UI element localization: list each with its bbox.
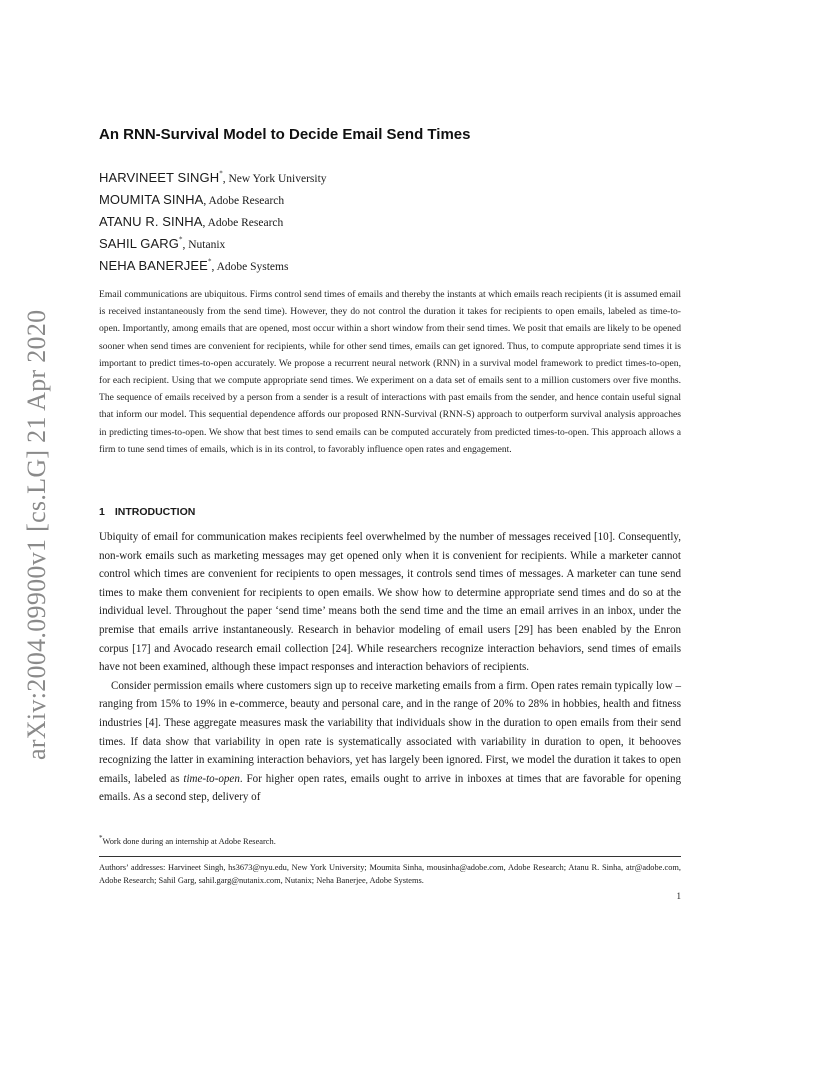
paragraph-text: Consider permission emails where customers sign up to receive marketing emails from a firm. Open rates remain typically low – ranging from 15% to 19% in e-commerce, beauty and personal care, and in the range of 20% to 28% in hobbies, health and fitness industries [4]. These aggregate measures mask the variability that individuals show in the duration to open emails from their send times. If data show that variability in open rate is systematically associated with variability in duration to open, it behooves recognizing the latter in examining interaction behaviors, yet has largely been ignored. First, we model the duration it takes to open emails, labeled as	[99, 679, 681, 785]
author-addresses: Authors’ addresses: Harvineet Singh, hs3673@nyu.edu, New York University; Moumita Sinha, mousinha@adobe.com, Adobe Research; Atanu R. Sinha, atr@adobe.com, Adobe Research; Sahil Garg, sahil.garg@nutanix.com, Nutanix; Neha Banerjee, Adobe Systems.	[99, 863, 681, 885]
footnote	[99, 836, 681, 848]
author-name: NEHA BANERJEE	[99, 258, 208, 273]
abstract: Email communications are ubiquitous. Firms control send times of emails and thereby the instants at which emails reach recipients (it is assumed email is received instantaneously from the send time). However, they do not control the duration it takes for recipients to open emails, labeled as time-to-open. Importantly, among emails that are opened, most occur within a short window from their send times. We posit that emails are likely to be opened sooner when send times are convenient for recipients, while for other send times, emails can get ignored. Thus, to compute appropriate send times it is important to predict times-to-open accurately. We propose a recurrent neural network (RNN) in a survival model framework to predict times-to-open, for each recipient. Using that we compute appropriate send times. We experiment on a data set of emails sent to a million customers over five months. The sequence of emails received by a person from a sender is a result of interactions with past emails from the sender, and hence contain useful signal that inform our model. This sequential dependence affords our proposed RNN-Survival (RNN-S) approach to outperform survival analysis approaches in predicting times-to-open. We show that best times to send emails can be computed accurately from predicted times-to-open. This approach allows a firm to tune send times of emails, which is in its control, to favorably influence open rates and engagement.	[99, 289, 681, 455]
author-mark: *	[178, 235, 183, 244]
author-list	[99, 167, 327, 277]
paragraph: Ubiquity of email for communication makes recipients feel overwhelmed by the number of messages received [10]. Consequently, non-work emails such as marketing messages may get opened only when it is convenient for recipients. While a marketer cannot control which times are convenient for recipients to open messages, it controls send times of messages. A marketer can tune send times to make them convenient for recipients to open emails. We show how to determine appropriate send times and do so at the individual level. Throughout the paper ‘send time’ means both the send time and the time an email arrives in an inbox, under the premise that emails arrive instantaneously. Research in behavior modeling of email users [29] has been enabled by the Enron corpus [17] and Avocado research email collection [24]. While researchers recognize interaction behaviors, send times of emails have not been examined, although these impact responses and interaction behaviors of recipients.	[99, 531, 681, 674]
author-affiliation: , Adobe Research	[203, 195, 285, 207]
author-mark: *	[219, 169, 223, 178]
author-mark: *	[207, 257, 212, 266]
footnote-text: Work done during an internship at Adobe Research.	[102, 837, 276, 846]
author-entry	[99, 211, 327, 233]
section-heading	[99, 506, 195, 518]
author-name: MOUMITA SINHA	[99, 192, 204, 207]
author-affiliation: , Nutanix	[182, 239, 226, 251]
paper-title: An RNN-Survival Model to Decide Email Send Times	[99, 126, 471, 143]
footnote-divider	[99, 856, 681, 857]
paragraph	[99, 677, 681, 807]
page-number: 1	[676, 891, 681, 901]
author-name: SAHIL GARG	[99, 236, 179, 251]
paragraph-text: . For higher open rates, emails ought to arrive in inboxes at times that are favorable for opening emails. As a second step, delivery of	[99, 772, 682, 804]
author-entry	[99, 255, 327, 277]
author-affiliation: , Adobe Systems	[211, 261, 289, 273]
author-affiliation: , Adobe Research	[202, 217, 284, 229]
section-number: 1	[99, 506, 105, 518]
section-title: INTRODUCTION	[114, 506, 196, 518]
author-entry	[99, 167, 327, 189]
footnote-mark: *	[99, 834, 103, 843]
emphasis-term: time-to-open	[183, 772, 240, 785]
author-name: HARVINEET SINGH	[99, 170, 220, 185]
arxiv-stamp: arXiv:2004.09900v1 [cs.LG] 21 Apr 2020	[22, 309, 51, 760]
author-entry	[99, 189, 327, 211]
introduction-body	[99, 528, 681, 807]
author-name: ATANU R. SINHA	[99, 214, 203, 229]
author-affiliation: , New York University	[222, 173, 327, 185]
author-entry	[99, 233, 327, 255]
